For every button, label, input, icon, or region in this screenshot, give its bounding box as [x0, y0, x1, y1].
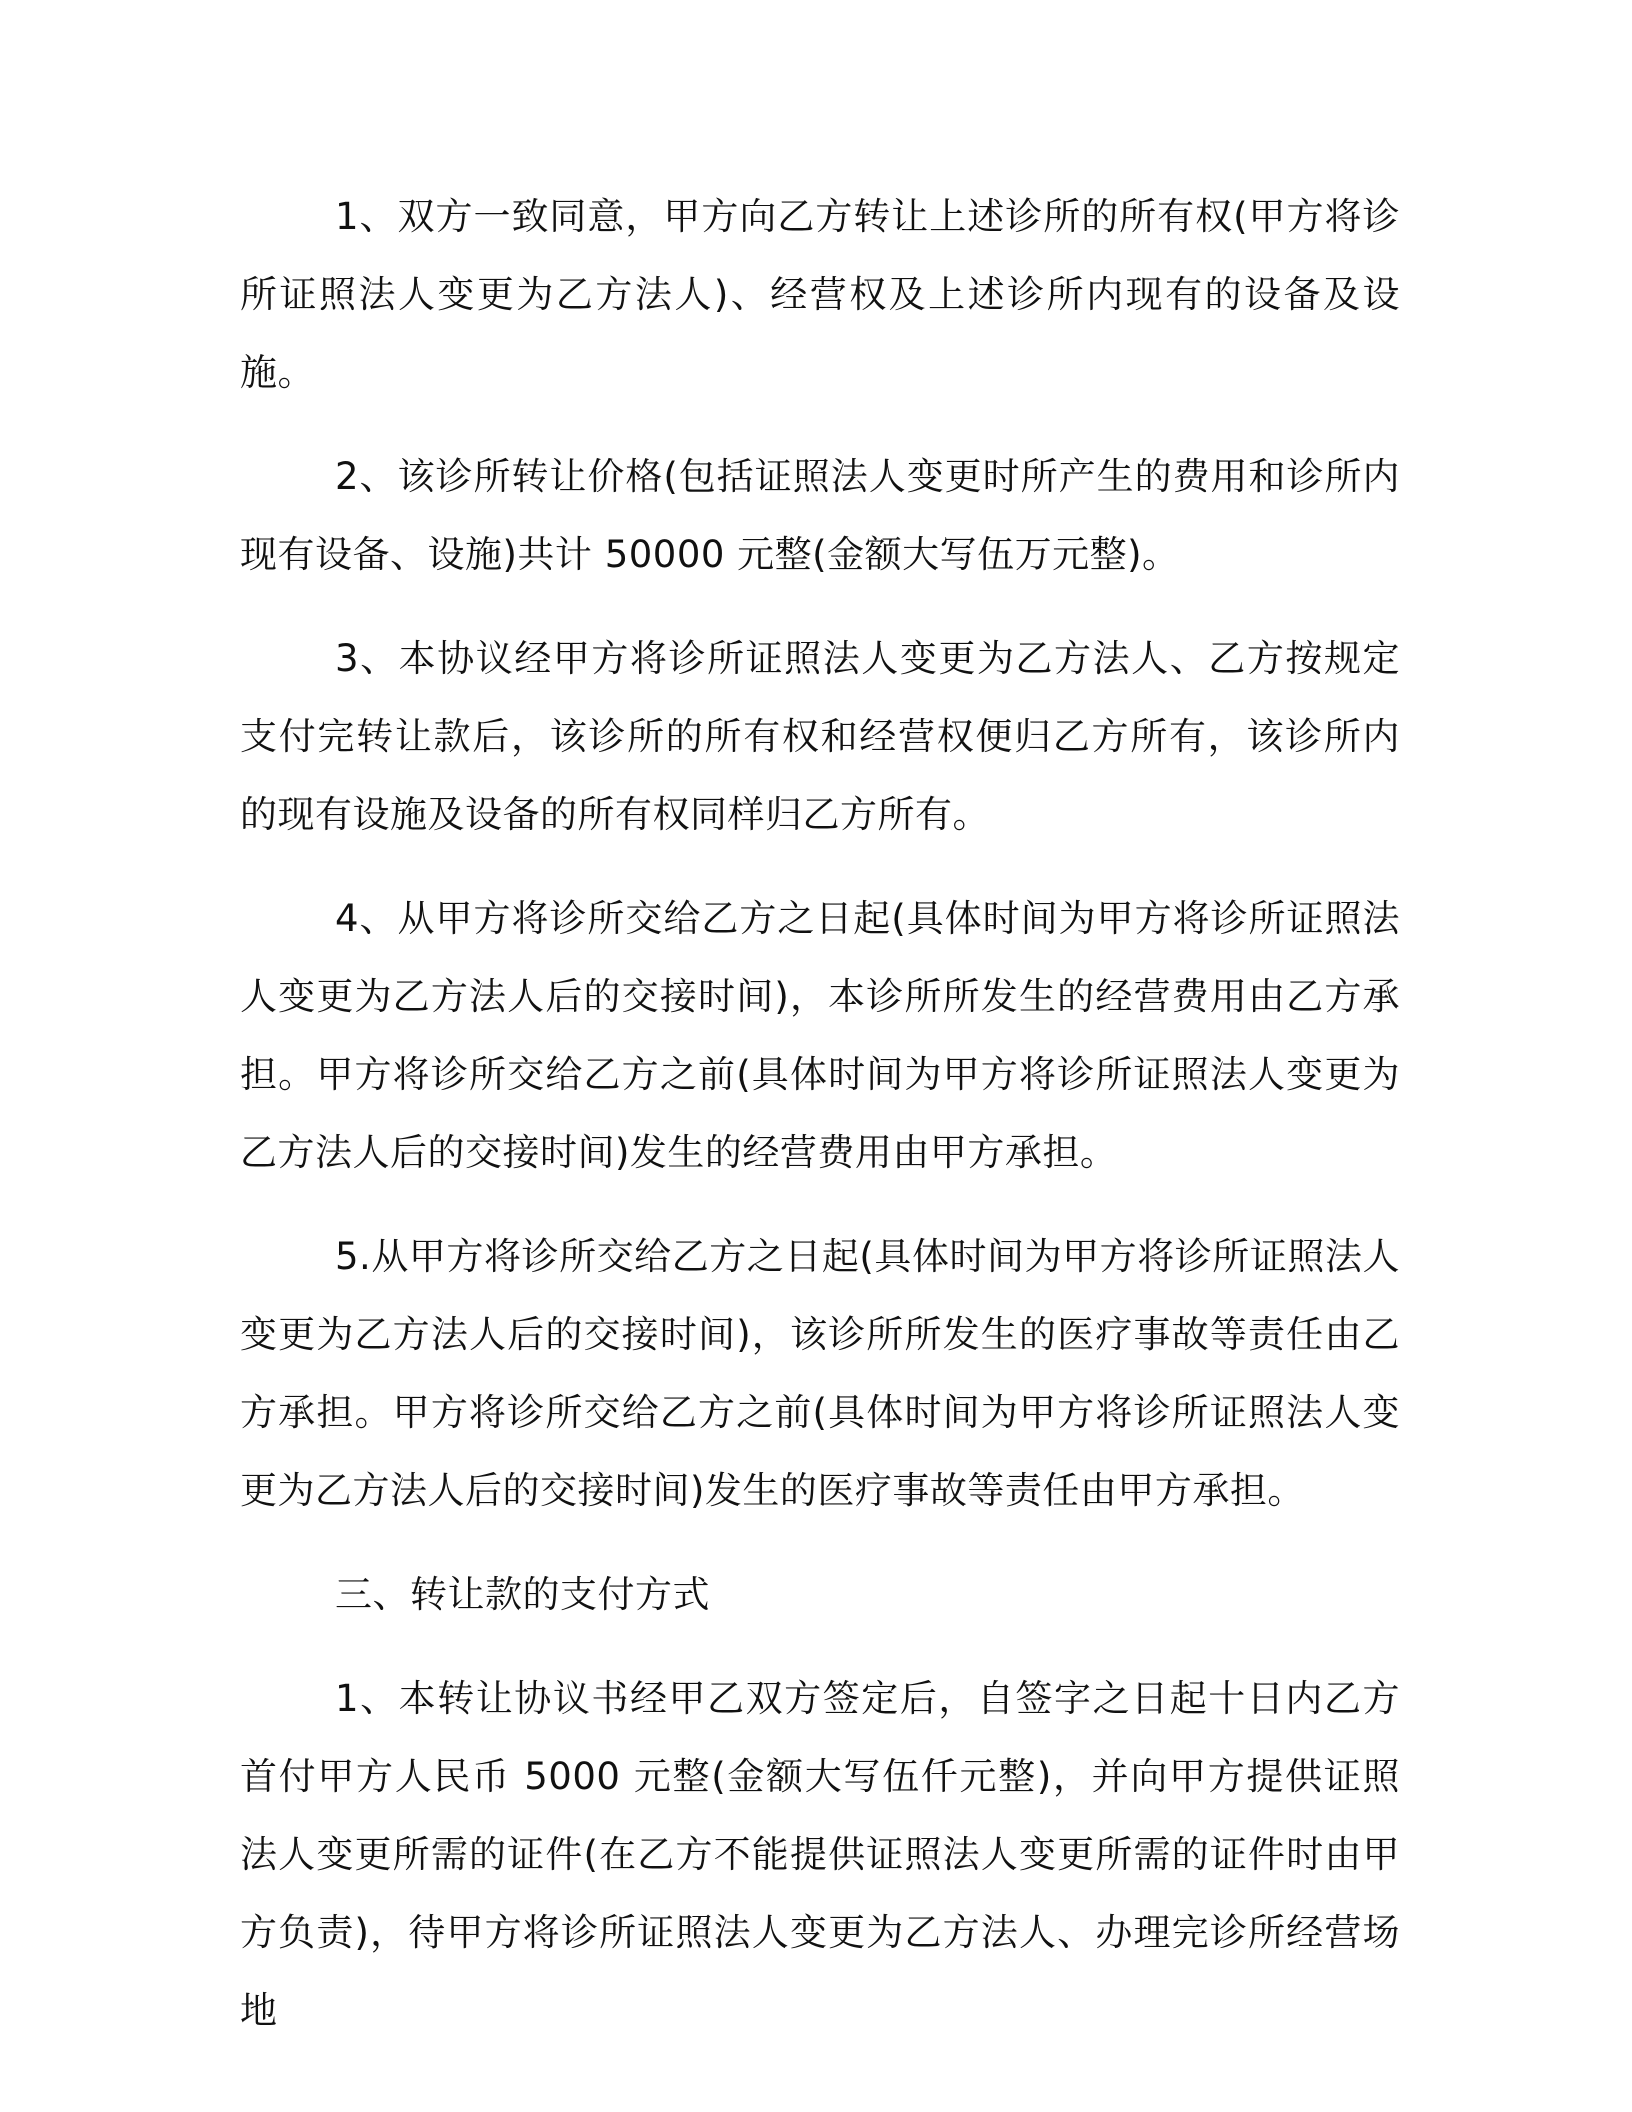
- clause-2-transfer-price: 2、该诊所转让价格(包括证照法人变更时所产生的费用和诊所内现有设备、设施)共计 50000 元整(金额大写伍万元整)。: [240, 455, 1400, 576]
- payment-clause-1: 1、本转让协议书经甲乙双方签定后，自签字之日起十日内乙方首付甲方人民币 5000 元整(金额大写伍仟元整)，并向甲方提供证照法人变更所需的证件(在乙方不能提供证照法人变更所需的证件时由甲方负责)，待甲方将诊所证照法人变更为乙方法人、办理完诊所经营场地: [240, 1677, 1400, 2032]
- clause-5-liability: 5.从甲方将诊所交给乙方之日起(具体时间为甲方将诊所证照法人变更为乙方法人后的交接时间)，该诊所所发生的医疗事故等责任由乙方承担。甲方将诊所交给乙方之前(具体时间为甲方将诊所证照法人变更为乙方法人后的交接时间)发生的医疗事故等责任由甲方承担。: [240, 1235, 1400, 1512]
- paragraph-gap: [240, 1634, 1400, 1660]
- clause-1-ownership-transfer: 1、双方一致同意，甲方向乙方转让上述诊所的所有权(甲方将诊所证照法人变更为乙方法人)、经营权及上述诊所内现有的设备及设施。: [240, 195, 1400, 394]
- clause-3-ownership-effective: 3、本协议经甲方将诊所证照法人变更为乙方法人、乙方按规定支付完转让款后，该诊所的所有权和经营权便归乙方所有，该诊所内的现有设施及设备的所有权同样归乙方所有。: [240, 637, 1400, 836]
- paragraph-gap: [240, 1192, 1400, 1218]
- section-heading-payment-method: 三、转让款的支付方式: [335, 1573, 710, 1616]
- paragraph-gap: [240, 854, 1400, 880]
- document-page: [240, 178, 1400, 2050]
- paragraph-gap: [240, 594, 1400, 620]
- paragraph-gap: [240, 1530, 1400, 1556]
- clause-4-operating-costs: 4、从甲方将诊所交给乙方之日起(具体时间为甲方将诊所证照法人变更为乙方法人后的交接时间)，本诊所所发生的经营费用由乙方承担。甲方将诊所交给乙方之前(具体时间为甲方将诊所证照法人变更为乙方法人后的交接时间)发生的经营费用由甲方承担。: [240, 897, 1400, 1174]
- paragraph-gap: [240, 412, 1400, 438]
